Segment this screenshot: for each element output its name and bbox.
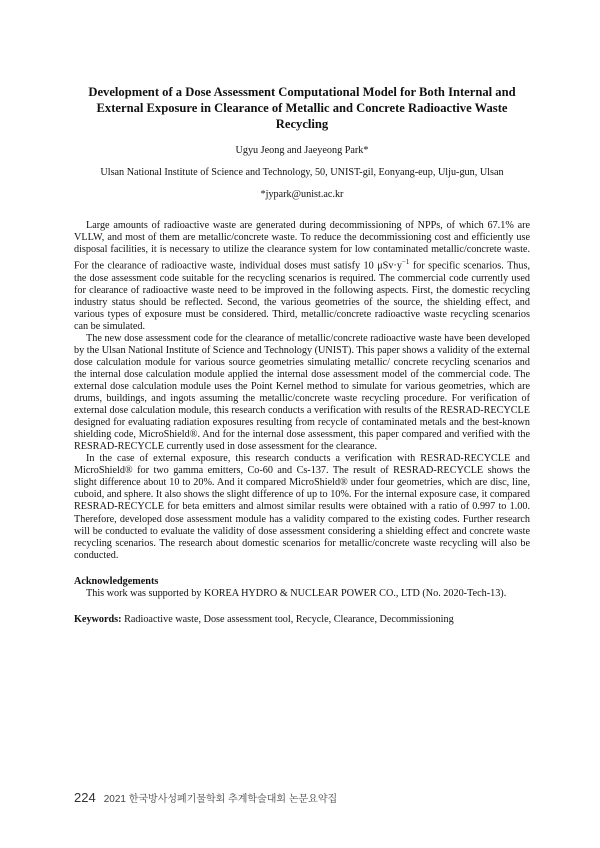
acknowledgements-text: This work was supported by KOREA HYDRO & NUCLEAR POWER CO., LTD (No. 2020-Tech-13). [86, 587, 507, 599]
abstract-paragraph-1 [74, 220, 530, 333]
abstract-paragraph-2: The new dose assessment code for the clearance of metallic/concrete radioactive waste have been developed by the Ulsan National Institute of Science and Technology (UNIST). This paper shows a validity of the external dose calculation module for various source geometries simulating metallic/ concrete recycling scenarios and the internal dose calculation module applied the internal dose assessment model of the commercial code. The external dose calculation module uses the Point Kernel method to simulate for various geometries, which are drums, buildings, and ingots assuming the metallic/concrete waste recycling procedure. For verification of external dose calculation module, this research conducts a verification with results of the RESRAD-RECYCLE designed for evaluating radiation exposures resulting from recycle of contaminated metals and the best-known shielding code, MicroShield®. And for the internal dose assessment, this paper compared and verified with the RESRAD-RECYCLE currently used in dose assessment for the clearance. [74, 332, 530, 453]
affiliation: Ulsan National Institute of Science and Technology, 50, UNIST-gil, Eonyang-eup, Ulju-gun, Ulsan [100, 167, 504, 178]
keywords [74, 614, 530, 626]
page-footer [74, 790, 337, 805]
corresponding-email: *jypark@unist.ac.kr [260, 189, 344, 200]
abstract-p1-part-a: Large amounts of radioactive waste are generated during decommissioning of NPPs, of which 67.1% are VLLW, and most of them are metallic/concrete waste. To reduce the decommissioning cost and efficiently use disposal facilities, it is necessary to utilize the clearance system for low contaminated metallic/concrete waste. For the clearance of radioactive waste, individual doses must satisfy 10 μSv·y [74, 220, 530, 272]
page-number: 224 [74, 790, 96, 805]
authors: Ugyu Jeong and Jaeyeong Park* [235, 145, 369, 156]
paper-page [74, 84, 530, 626]
abstract [74, 220, 530, 562]
keywords-label: Keywords: [74, 613, 122, 625]
abstract-p1-part-b: for specific scenarios. Thus, the dose assessment code suitable for the recycling scenarios is required. The commercial code currently used for clearance of radioactive waste need to be improved in the following aspects. First, the domestic recycling industry status should be reflected. Second, the various geometries of the source, the shielding effect, and various types of exposure must be considered. Third, metallic/concrete radioactive waste recycling scenarios can be simulated. [74, 260, 530, 332]
paper-title: Development of a Dose Assessment Computational Model for Both Internal and External Exposure in Clearance of Metallic and Concrete Radioactive Waste Recycling [88, 85, 516, 131]
abstract-paragraph-3: In the case of external exposure, this research conducts a verification with RESRAD-RECYCLE and MicroShield® for two gamma emitters, Co-60 and Cs-137. The result of RESRAD-RECYCLE shows the slight difference about 10 to 20%. And it compared MicroShield® under four geometries, which are disc, line, cuboid, and sphere. It also shows the slight difference of up to 10%. For the internal exposure case, it compared RESRAD-RECYCLE for beta emitters and almost similar results were obtained with a ratio of 0.997 to 1.00. Therefore, developed dose assessment module has a validity compared to the existing codes. Further research will be conducted to evaluate the validity of dose assessment considering a shielding effect and concrete waste recycling scenarios. The research about domestic scenarios for metallic/concrete waste recycling will also be conducted. [74, 453, 530, 561]
acknowledgements-heading: Acknowledgements [74, 575, 159, 587]
conference-name: 2021 한국방사성폐기물학회 추계학술대회 논문요약집 [103, 794, 338, 805]
keywords-list: Radioactive waste, Dose assessment tool, Recycle, Clearance, Decommissioning [121, 613, 454, 625]
unit-exponent: −1 [401, 258, 410, 267]
